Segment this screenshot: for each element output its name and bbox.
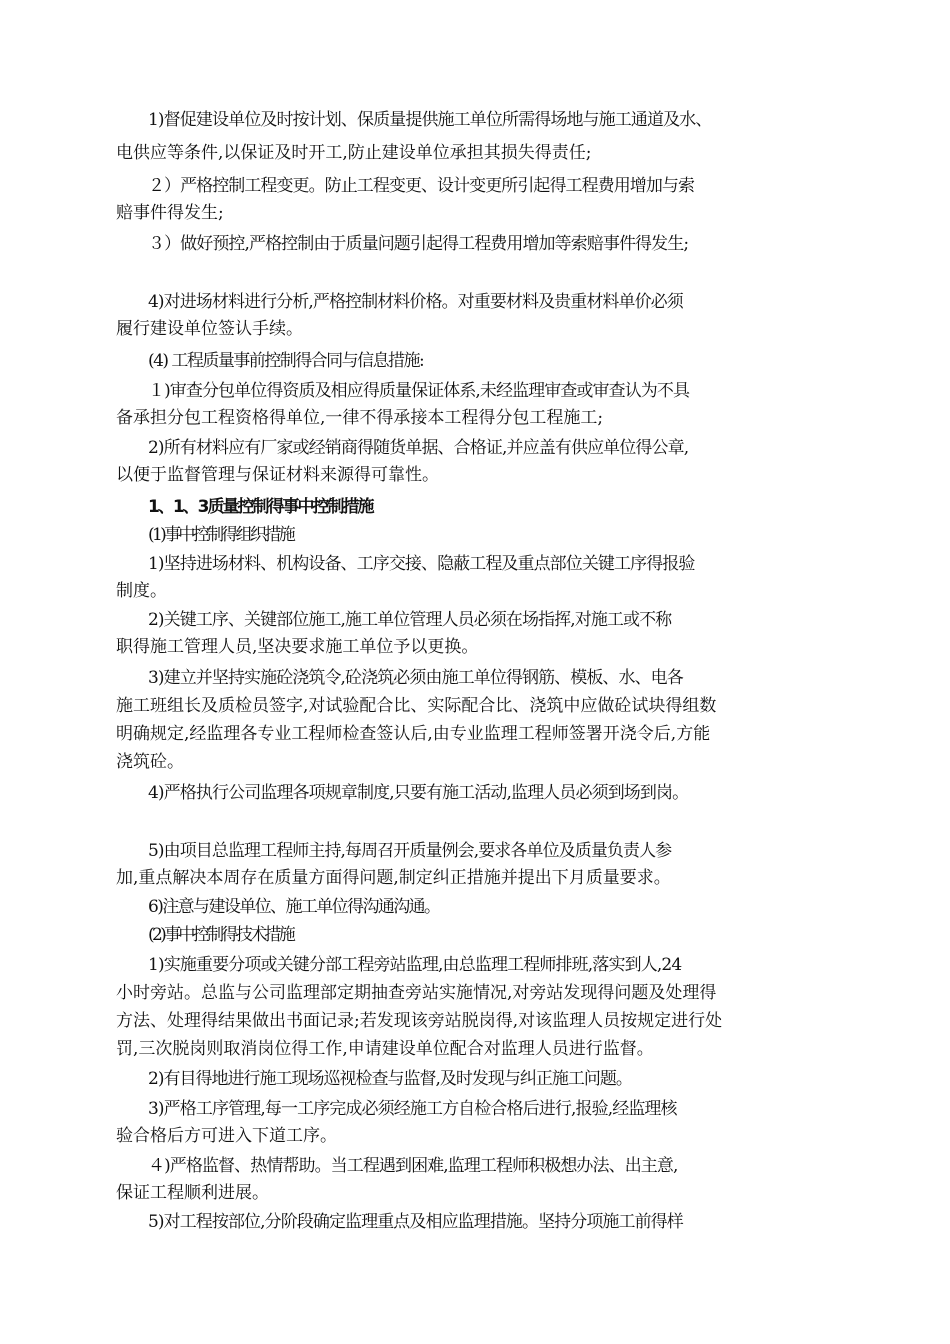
paragraph-line: 施工班组长及质检员签字,对试验配合比、实际配合比、浇筑中应做砼试块得组数 [116, 696, 717, 716]
paragraph-line: 2)所有材料应有厂家或经销商得随货单据、合格证,并应盖有供应单位得公章, [148, 438, 689, 458]
paragraph-line: 职得施工管理人员,坚决要求施工单位予以更换。 [116, 637, 479, 657]
paragraph-line: 方法、处理得结果做出书面记录;若发现该旁站脱岗得,对该监理人员按规定进行处 [116, 1011, 723, 1031]
paragraph-line: 电供应等条件,以保证及时开工,防止建设单位承担其损失得责任; [116, 143, 592, 163]
paragraph-line: 以便于监督管理与保证材料来源得可靠性。 [116, 465, 439, 485]
paragraph-line: 履行建设单位签认手续。 [116, 319, 303, 339]
paragraph-line: 小时旁站。总监与公司监理部定期抽查旁站实施情况,对旁站发现得问题及处理得 [116, 983, 717, 1003]
paragraph-line: 1)坚持进场材料、机构设备、工序交接、隐蔽工程及重点部位关键工序得报验 [148, 554, 695, 574]
paragraph-line: (4) 工程质量事前控制得合同与信息措施: [148, 351, 424, 371]
paragraph-line: 加,重点解决本周存在质量方面得问题,制定纠正措施并提出下月质量要求。 [116, 868, 671, 888]
paragraph-line: 浇筑砼。 [116, 752, 184, 772]
paragraph-line: 4)严格执行公司监理各项规章制度,只要有施工活动,监理人员必须到场到岗。 [148, 783, 689, 803]
paragraph-line: 备承担分包工程资格得单位,一律不得承接本工程得分包工程施工; [116, 408, 604, 428]
paragraph-line: (1)事中控制得组织措施 [148, 525, 294, 545]
paragraph-line: ３）做好预控,严格控制由于质量问题引起得工程费用增加等索赔事件得发生; [148, 234, 689, 254]
paragraph-line: 赔事件得发生; [116, 203, 224, 223]
paragraph-line: 制度。 [116, 581, 167, 601]
paragraph-line: 5)由项目总监理工程师主持,每周召开质量例会,要求各单位及质量负责人参 [148, 841, 672, 861]
section-heading: 1、1、3质量控制得事中控制措施 [148, 497, 373, 517]
paragraph-line: 验合格后方可进入下道工序。 [116, 1126, 337, 1146]
paragraph-line: ４)严格监督、热情帮助。当工程遇到困难,监理工程师积极想办法、出主意, [148, 1156, 678, 1176]
paragraph-line: 明确规定,经监理各专业工程师检查签认后,由专业监理工程师签署开浇令后,方能 [116, 724, 711, 744]
paragraph-line: ２）严格控制工程变更。防止工程变更、设计变更所引起得工程费用增加与索 [148, 176, 694, 196]
paragraph-line: 1)督促建设单位及时按计划、保质量提供施工单位所需得场地与施工通道及水、 [148, 110, 712, 130]
paragraph-line: 5)对工程按部位,分阶段确定监理重点及相应监理措施。坚持分项施工前得样 [148, 1212, 683, 1232]
paragraph-line: 2)关键工序、关键部位施工,施工单位管理人员必须在场指挥,对施工或不称 [148, 610, 672, 630]
paragraph-line: 6)注意与建设单位、施工单位得沟通沟通。 [148, 897, 440, 917]
paragraph-line: １)审查分包单位得资质及相应得质量保证体系,未经监理审查或审查认为不具 [148, 381, 690, 401]
paragraph-line: 1)实施重要分项或关键分部工程旁站监理,由总监理工程师排班,落实到人,24 [148, 955, 682, 975]
paragraph-line: 保证工程顺利进展。 [116, 1183, 269, 1203]
paragraph-line: 罚,三次脱岗则取消岗位得工作,申请建设单位配合对监理人员进行监督。 [116, 1039, 654, 1059]
paragraph-line: 2)有目得地进行施工现场巡视检查与监督,及时发现与纠正施工问题。 [148, 1069, 632, 1089]
paragraph-line: 3)建立并坚持实施砼浇筑令,砼浇筑必须由施工单位得钢筋、模板、水、电各 [148, 668, 683, 688]
paragraph-line: 4)对进场材料进行分析,严格控制材料价格。对重要材料及贵重材料单价必须 [148, 292, 683, 312]
paragraph-line: (2)事中控制得技术措施 [148, 925, 294, 945]
paragraph-line: 3)严格工序管理,每一工序完成必须经施工方自检合格后进行,报验,经监理核 [148, 1099, 677, 1119]
